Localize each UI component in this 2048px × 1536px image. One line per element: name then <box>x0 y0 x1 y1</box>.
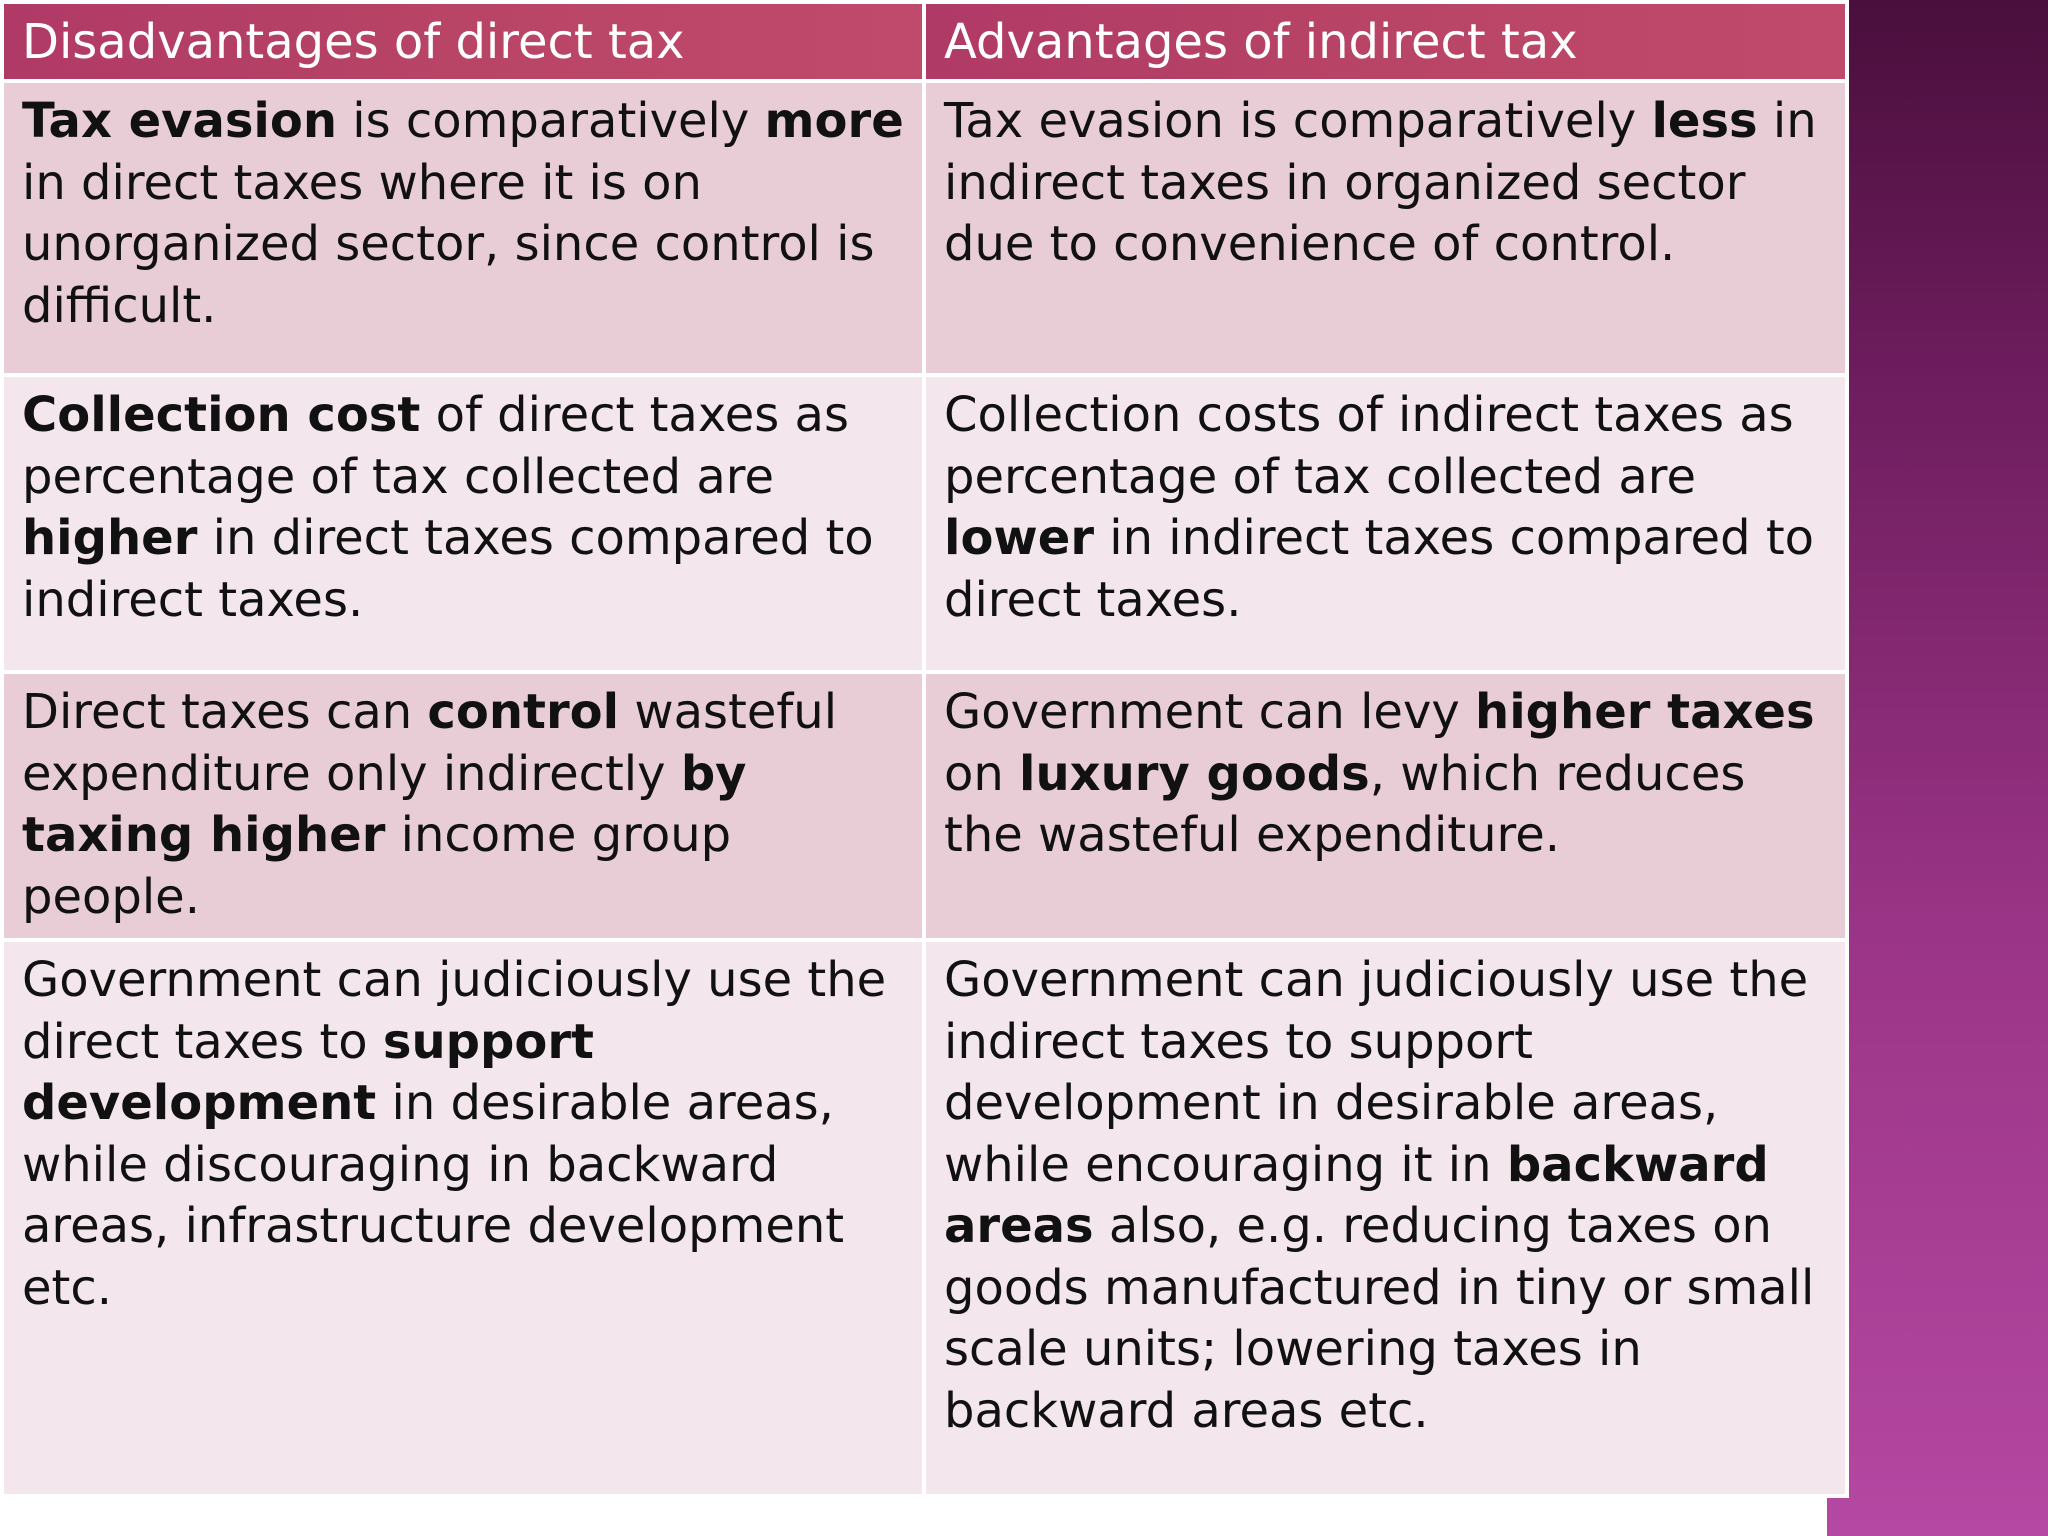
header-disadvantages-direct-tax: Disadvantages of direct tax <box>2 2 924 81</box>
cell-indirect-tax <box>924 672 1847 940</box>
emphasized-text: more <box>764 93 904 149</box>
table-row <box>2 940 1847 1496</box>
cell-text-run: Tax evasion is comparatively <box>944 93 1652 149</box>
header-advantages-indirect-tax: Advantages of indirect tax <box>924 2 1847 81</box>
emphasized-text: higher <box>22 510 198 566</box>
emphasized-text: control <box>427 684 620 740</box>
cell-direct-tax <box>2 375 924 672</box>
cell-direct-tax <box>2 940 924 1496</box>
emphasized-text: Tax evasion <box>22 93 338 149</box>
table-body <box>2 81 1847 1496</box>
emphasized-text: backward areas <box>944 1136 1769 1254</box>
cell-text-run: Government can levy <box>944 684 1476 740</box>
emphasized-text: higher taxes <box>1475 684 1815 740</box>
cell-text-run: in indirect taxes compared to direct taxes. <box>944 510 1814 628</box>
cell-text-run: Direct taxes can <box>22 684 428 740</box>
emphasized-text: less <box>1651 93 1758 149</box>
header-row <box>2 2 1847 81</box>
emphasized-text: luxury goods <box>1019 745 1370 802</box>
cell-direct-tax <box>2 81 924 375</box>
cell-text-run: income group people. <box>22 807 732 925</box>
emphasized-text: lower <box>944 510 1094 566</box>
cell-text-run: , which reduces the wasteful expenditure. <box>944 745 1746 863</box>
cell-text-run: in indirect taxes in organized sector due to convenience of control. <box>944 93 1817 272</box>
cell-text-run: of direct taxes as percentage of tax collected are <box>22 387 849 505</box>
cell-text-run: in direct taxes compared to indirect taxes. <box>22 510 874 628</box>
emphasized-text: support development <box>22 1013 594 1131</box>
emphasized-text: Collection cost <box>22 387 421 443</box>
cell-text-run: in desirable areas, while discouraging in backward areas, infrastructure development etc. <box>22 1075 845 1316</box>
table-row <box>2 81 1847 375</box>
cell-indirect-tax <box>924 940 1847 1496</box>
cell-text-run: Government can judiciously use the indirect taxes to support development in desirable areas, while encouraging it in <box>944 952 1809 1193</box>
cell-indirect-tax <box>924 81 1847 375</box>
cell-text-run: in direct taxes where it is on unorganized sector, since control is difficult. <box>22 154 875 334</box>
cell-indirect-tax <box>924 375 1847 672</box>
cell-text-run: is comparatively <box>337 93 765 149</box>
cell-text-run: on <box>944 745 1020 802</box>
cell-text-run: also, e.g. reducing taxes on goods manufactured in tiny or small scale units; lowering taxes in backward areas etc. <box>944 1198 1815 1439</box>
cell-direct-tax <box>2 672 924 940</box>
emphasized-text: by taxing higher <box>22 745 747 863</box>
table-row <box>2 375 1847 672</box>
table-row <box>2 672 1847 940</box>
table-header <box>2 2 1847 81</box>
cell-text-run: Collection costs of indirect taxes as percentage of tax collected are <box>944 387 1794 505</box>
cell-text-run: Government can judiciously use the direct taxes to <box>22 952 887 1070</box>
cell-text-run: wasteful expenditure only indirectly <box>22 684 838 802</box>
decorative-side-band <box>1827 0 2048 1536</box>
